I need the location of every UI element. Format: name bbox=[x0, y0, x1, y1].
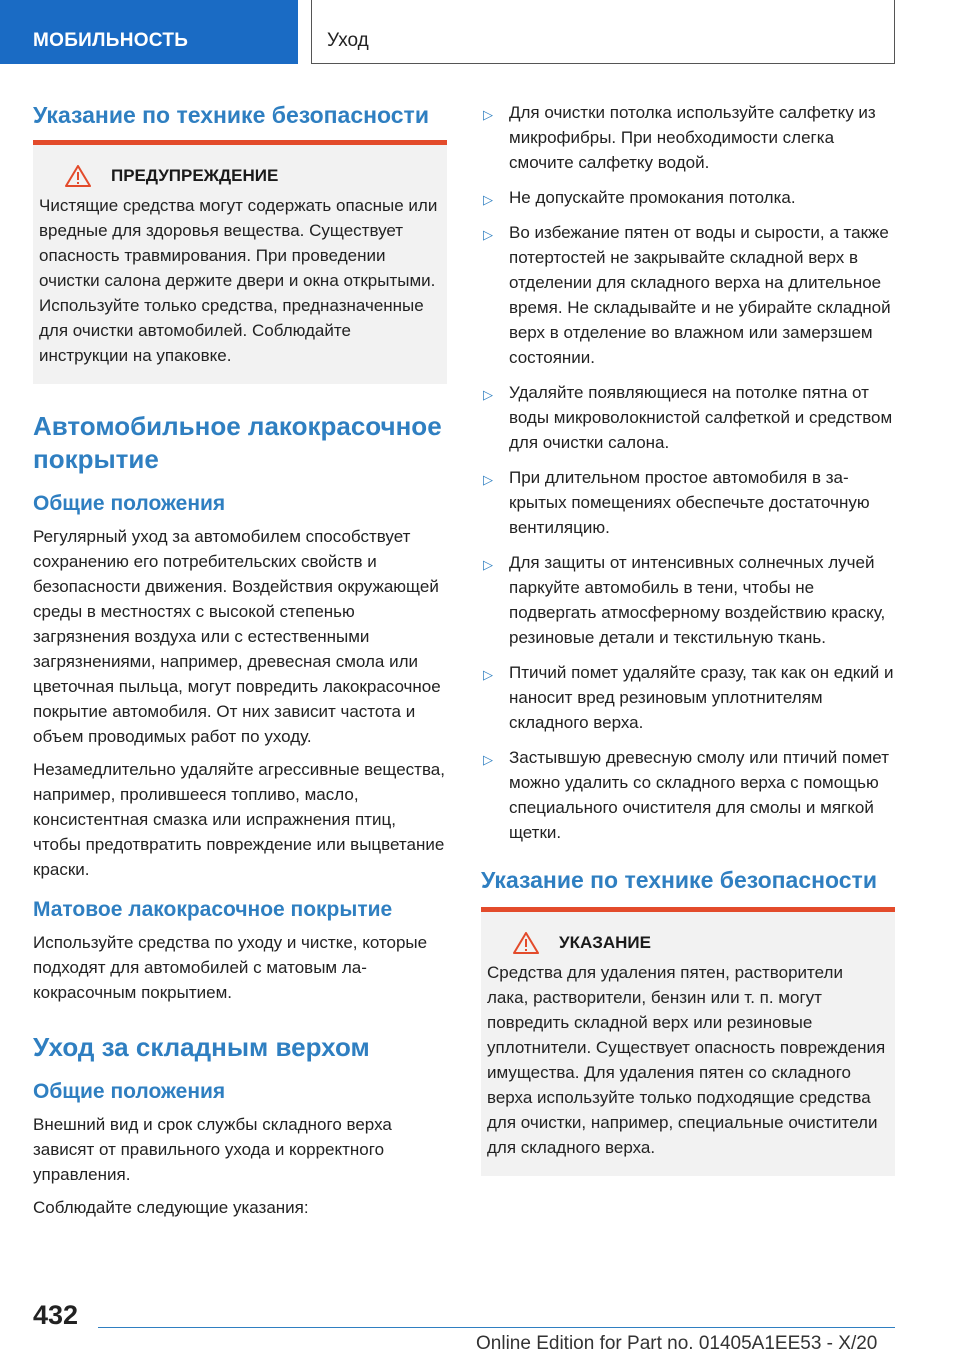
warning-title bbox=[39, 165, 439, 187]
page-number: 432 bbox=[33, 1300, 79, 1330]
warning-triangle-icon bbox=[513, 932, 539, 954]
notice-title-text: УКАЗАНИЕ bbox=[559, 933, 651, 952]
warning-box bbox=[33, 140, 447, 384]
roof-general-heading: Общие положения bbox=[33, 1080, 226, 1103]
list-item: ▷ Во избежание пятен от воды и сырости, а также потертостей не закрывайте складной верх в отделении для складного верха на длительное время. Не складывайте и не убирайте складной верх в отделение во влажном или замерзшем состоянии. bbox=[483, 223, 891, 367]
notice-title bbox=[487, 932, 887, 954]
list-item: ▷ Для очистки потолка используйте салфетку из микрофибры. При необходимости слегка смочите салфетку водой. bbox=[483, 103, 876, 172]
general-heading: Общие положения bbox=[33, 492, 226, 515]
section-label: МОБИЛЬНОСТЬ bbox=[33, 30, 189, 51]
chapter-label: Уход bbox=[327, 30, 369, 51]
general-paragraph-2: Незамедлительно удаляйте агрессивные вещества, например, пролившееся топливо, масло, консистентная смазка или испражнения птиц, чтобы предотвратить повреждение или выцветание краски. bbox=[33, 760, 445, 879]
section-tab bbox=[0, 0, 298, 64]
general-paragraph-1: Регулярный уход за автомобилем способствует сохранению его потребительских свойств и безопасности движения. Воздействия окружающей среды в местностях с высокой степенью загрязнения воздуха или с естественными загрязнениями, например, древесная смола или цветочная пыльца, могут повредить лакокрасочное покрытие автомобиля. От них зависит частота и объем проводимых работ по уходу. bbox=[33, 527, 441, 746]
notice-text: Средства для удаления пятен, растворители лака, растворители, бензин или т. п. могут повредить складной верх или резиновые уплотнители. Существует опасность повреждения имущества. Для удаления пятен со складного верха используйте только подходящие средства для очистки, например, специальные очистители для складного верха. bbox=[487, 963, 886, 1157]
list-item: ▷ При длительном простое автомобиля в закрытых помещениях обеспечьте достаточную вентиляцию. bbox=[483, 468, 870, 537]
list-item: ▷ Птичий помет удаляйте сразу, так как он едкий и наносит вред резиновым уплотнителям складного верха. bbox=[483, 663, 894, 732]
warning-triangle-icon bbox=[65, 165, 91, 187]
list-item: ▷ Удаляйте появляющиеся на потолке пятна от воды микроволокнистой салфеткой и средством для очистки салона. bbox=[483, 383, 893, 452]
roof-safety-heading: Указание по технике безопасности bbox=[481, 867, 877, 893]
bullet-triangle-icon: ▷ bbox=[483, 752, 493, 767]
notice-box bbox=[481, 907, 895, 1176]
bullet-triangle-icon: ▷ bbox=[483, 557, 493, 572]
roof-paragraph-1: Внешний вид и срок службы складного верха зависят от правильного ухода и корректного управления. bbox=[33, 1115, 392, 1184]
warning-title-text: ПРЕДУПРЕЖДЕНИЕ bbox=[111, 166, 279, 185]
care-bullet-list bbox=[481, 100, 895, 845]
warning-text: Чистящие средства могут содержать опасные или вредные для здоровья вещества. Существует опасность травмирования. При проведении очистки салона держите двери и окна открытыми. Используйте только средства, предназначенные для очистки автомобилей. Соблюдайте инструкции на упаковке. bbox=[39, 196, 438, 365]
chapter-header bbox=[311, 0, 895, 64]
list-item: ▷ Для защиты от интенсивных солнечных лучей паркуйте автомобиль в тени, чтобы не подвергать атмосферному воздействию краску, резиновые детали и текстильную ткань. bbox=[483, 553, 886, 647]
footer-divider bbox=[98, 1327, 895, 1328]
roof-paragraph-2: Соблюдайте следующие указания: bbox=[33, 1198, 309, 1217]
bullet-triangle-icon: ▷ bbox=[483, 227, 493, 242]
bullet-triangle-icon: ▷ bbox=[483, 472, 493, 487]
left-column bbox=[33, 100, 447, 1228]
footer-edition: Online Edition for Part no. 01405A1EE53 - X/20 bbox=[476, 1333, 878, 1354]
roof-heading: Уход за складным верхом bbox=[33, 1032, 370, 1062]
bullet-triangle-icon: ▷ bbox=[483, 667, 493, 682]
matte-paragraph: Используйте средства по уходу и чистке, которые подходят для автомобилей с матовым лакокрасочным покрытием. bbox=[33, 933, 428, 1002]
bullet-triangle-icon: ▷ bbox=[483, 192, 493, 207]
paint-heading: Автомобильное лакокрасочное покрытие bbox=[33, 411, 442, 474]
matte-heading: Матовое лакокрасочное покрытие bbox=[33, 898, 393, 921]
list-item: ▷ Не допускайте промокания потолка. bbox=[481, 185, 895, 210]
bullet-triangle-icon: ▷ bbox=[483, 387, 493, 402]
safety-heading: Указание по технике безопасности bbox=[33, 102, 429, 128]
right-column bbox=[481, 100, 895, 1194]
bullet-triangle-icon: ▷ bbox=[483, 107, 493, 122]
list-item: ▷ Застывшую древесную смолу или птичий помет можно удалить со складного верха с помощью специального очистителя для смолы и мягкой щетки. bbox=[483, 748, 889, 842]
